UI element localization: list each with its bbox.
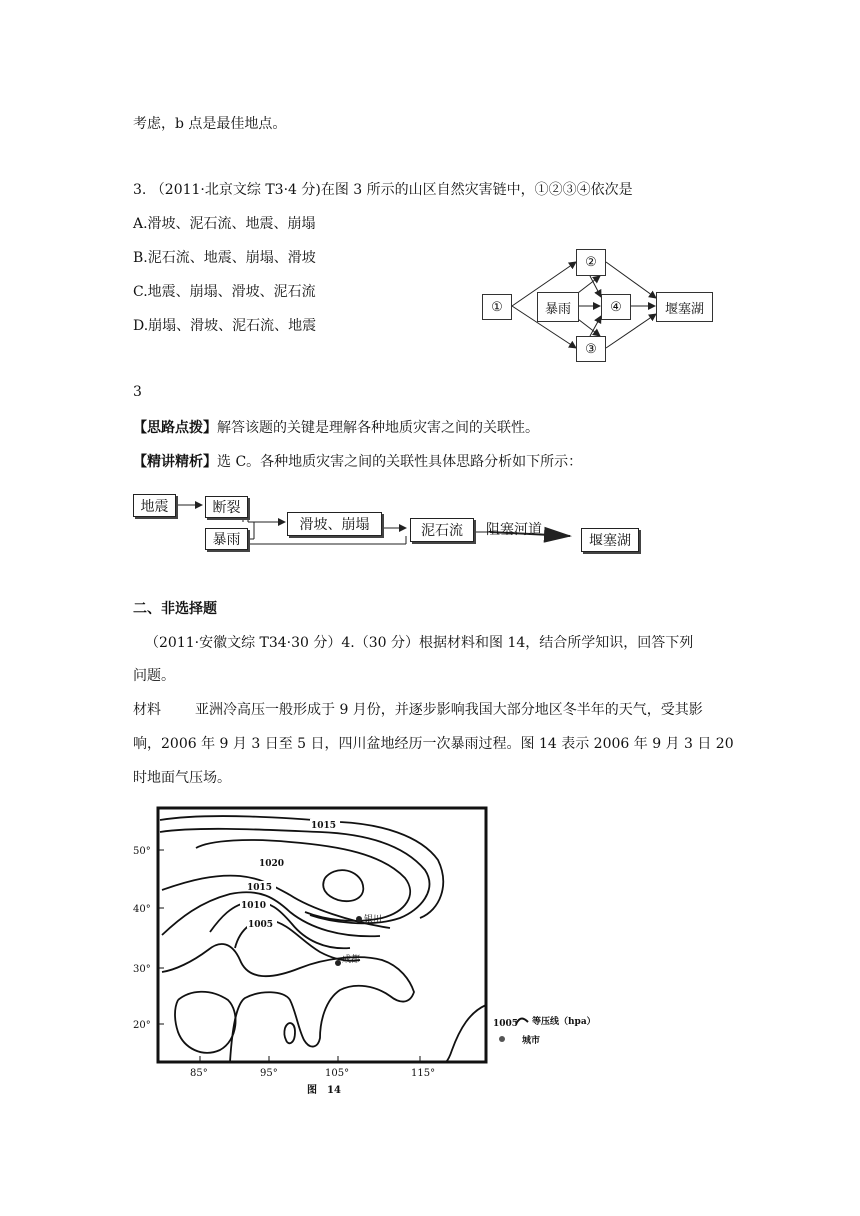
legend-isobar-value: 1005 [493,1019,519,1029]
chain-rain: 暴雨 [205,528,248,550]
lat-label-30: 30° [133,964,151,975]
lat-label-50: 50° [133,846,151,857]
isobar-label-1020: 1020 [259,859,285,869]
lat-label-40: 40° [133,904,151,915]
option-a: A.滑坡、泥石流、地震、崩塌 [133,216,316,232]
analysis-paragraph [133,451,582,471]
q4-line-1: （2011·安徽文综 T34·30 分）4.（30 分）根据材料和图 14，结合所学知识，回答下列 [145,635,694,651]
lon-label-115: 115° [411,1068,436,1079]
chain-earthquake: 地震 [133,494,176,517]
material-label: 材料 [133,702,161,718]
analysis-tag: 【精讲精析】 [133,454,217,470]
hint-tag: 【思路点拨】 [133,420,217,436]
chain-block-label: 阻塞河道 [486,522,542,538]
hint-paragraph [133,417,539,437]
pressure-map [120,800,600,1100]
question-3-stem: 3. （2011·北京文综 T3·4 分)在图 3 所示的山区自然灾害链中，①②③④依次是 [133,182,633,198]
node-rain: 暴雨 [537,292,579,322]
lon-label-85: 85° [190,1068,208,1079]
isobar-label-1010: 1010 [241,901,267,911]
chain-debris-flow: 泥石流 [410,518,474,542]
legend-isobar-text: 等压线（hpa） [532,1017,596,1027]
chain-lake: 堰塞湖 [581,528,639,552]
node-3: ③ [576,336,606,362]
option-b: B.泥石流、地震、崩塌、滑坡 [133,250,316,266]
material-line-1 [133,699,703,719]
analysis-text: 选 C。各种地质灾害之间的关联性具体思路分析如下所示： [217,454,583,470]
lat-label-20: 20° [133,1020,151,1031]
city-label-yinchuan: 银川 [364,915,383,925]
chain-fault: 断裂 [205,496,248,518]
chain-landslide: 滑坡、崩塌 [287,512,382,536]
node-4: ④ [601,294,631,320]
hint-text: 解答该题的关键是理解各种地质灾害之间的关联性。 [217,420,539,436]
isobar-label-1015: 1015 [247,883,273,893]
paragraph-continuation: 考虑，b 点是最佳地点。 [133,116,287,132]
city-marker-chengdu [335,960,341,966]
option-c: C.地震、崩塌、滑坡、泥石流 [133,284,316,300]
figure-3-label: 3 [133,384,142,400]
figure-14-caption: 图 14 [307,1085,341,1096]
material-line-2: 响，2006 年 9 月 3 日至 5 日，四川盆地经历一次暴雨过程。图 14 表示 2006 年 9 月 3 日 20 [133,736,734,752]
lon-label-105: 105° [325,1068,350,1079]
city-label-chengdu: 成都 [342,955,361,965]
q4-line-2: 问题。 [133,668,175,684]
lon-label-95: 95° [260,1068,278,1079]
material-text-1: 亚洲冷高压一般形成于 9 月份，并逐步影响我国大部分地区冬半年的天气，受其影 [195,702,703,718]
node-1: ① [482,294,512,320]
option-d: D.崩塌、滑坡、泥石流、地震 [133,318,317,334]
map-legend [493,1015,596,1046]
material-line-3: 时地面气压场。 [133,770,231,786]
section-heading: 二、非选择题 [133,601,217,617]
node-2: ② [576,249,606,276]
legend-city-text: 城市 [522,1036,541,1046]
node-lake: 堰塞湖 [656,292,713,322]
isobar-label-1015-top: 1015 [311,821,337,831]
legend-city-marker [499,1036,505,1042]
city-marker-yinchuan [356,916,362,922]
isobar-label-1005: 1005 [248,920,274,930]
